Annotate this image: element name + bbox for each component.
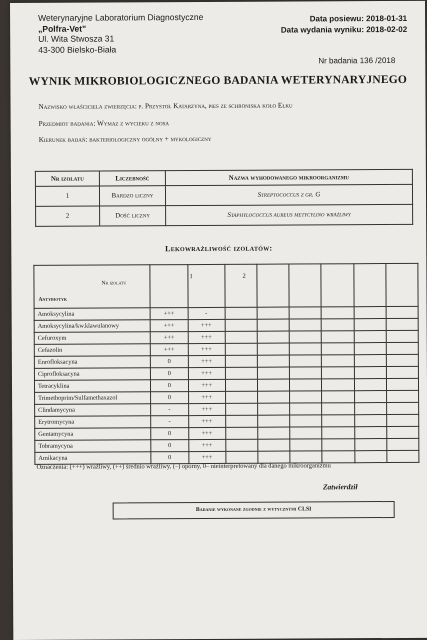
- empty-cell: [354, 343, 386, 355]
- empty-cell: [289, 331, 321, 343]
- empty-cell: [225, 307, 257, 319]
- empty-cell: [258, 379, 290, 391]
- isolate-count: Bardzo liczny: [99, 186, 165, 206]
- antibiotic-name: Amoksycylina/kw.klawulanowy: [34, 320, 150, 333]
- isolate-1-result: 0: [151, 368, 188, 380]
- empty-cell: [354, 331, 386, 343]
- isolate-2-result: -: [188, 307, 225, 319]
- antibiogram-table: [33, 263, 419, 465]
- result-document: [10, 1, 427, 640]
- empty-cell: [387, 426, 419, 438]
- empty-cell: [257, 319, 289, 331]
- empty-cell: [354, 427, 386, 439]
- empty-cell: [258, 391, 290, 403]
- antibiotic-name: Tobramycyna: [35, 440, 151, 453]
- empty-cell: [257, 355, 289, 367]
- date-received: Data posiewu: 2018-01-31: [309, 13, 408, 24]
- isolate-1-result: +++: [150, 320, 187, 332]
- empty-cell: [322, 343, 354, 355]
- isolates-table: [35, 169, 413, 227]
- isolate-1-header: 1: [189, 273, 193, 281]
- isolate-organism: Staphylococcus aureus metycylino wrażliwy: [166, 204, 413, 225]
- empty-cell: [322, 367, 354, 379]
- isolate-2-result: +++: [188, 355, 225, 367]
- test-number: Nr badania 136 /2018: [318, 55, 396, 66]
- isolate-1-result: 0: [151, 452, 188, 464]
- empty-cell: [387, 450, 419, 462]
- isolate-1-result: +++: [150, 344, 187, 356]
- dates-block: [281, 13, 407, 36]
- table-row: [35, 184, 412, 206]
- antibiogram-body: [34, 306, 419, 464]
- empty-cell: [225, 403, 257, 415]
- empty-cell: [257, 307, 289, 319]
- isolate-count: Dość liczny: [100, 206, 166, 226]
- isolate-2-result: +++: [188, 439, 225, 451]
- antibiotic-label: Antybiotyk: [38, 296, 67, 303]
- isolate-2-result: +++: [188, 379, 225, 391]
- isolate-2-result: +++: [188, 415, 225, 427]
- isolate-1-result: 0: [151, 428, 188, 440]
- empty-cell: [290, 379, 322, 391]
- empty-cell: [322, 379, 354, 391]
- isolate-2-result: +++: [188, 319, 225, 331]
- empty-cell: [354, 307, 386, 319]
- empty-cell: [258, 403, 290, 415]
- empty-cell: [322, 319, 354, 331]
- approved-label: Zatwierdził: [322, 482, 358, 492]
- empty-cell: [386, 414, 418, 426]
- empty-cell: [226, 439, 258, 451]
- empty-cell: [322, 451, 354, 463]
- empty-cell: [226, 427, 258, 439]
- empty-cell: [225, 343, 257, 355]
- antibiotic-name: Cefuroxym: [34, 332, 150, 345]
- empty-cell: [290, 391, 322, 403]
- empty-cell: [290, 427, 322, 439]
- empty-cell: [322, 331, 354, 343]
- isolate-1-result: 0: [151, 440, 188, 452]
- nr-izolatu-label: Nr izolatu: [101, 280, 127, 287]
- empty-cell: [386, 390, 418, 402]
- antibiogram-header-row: [34, 263, 418, 308]
- empty-cell: [322, 439, 354, 451]
- legend: Oznaczenia: (+++) wrażliwy, (++) średnio wrażliwy, (–) oporny, 0– nieinterpretowany dla danego mikroorganizmu: [36, 462, 331, 471]
- empty-cell: [225, 331, 257, 343]
- empty-cell: [322, 307, 354, 319]
- empty-cell: [257, 343, 289, 355]
- isolate-1-result: 0: [151, 356, 188, 368]
- lab-header: [38, 12, 203, 55]
- col-nr-izolatu: Nr izolatu: [35, 171, 99, 186]
- antibiotic-name: Tetracyklina: [34, 380, 150, 393]
- empty-cell: [289, 319, 321, 331]
- empty-cell: [386, 354, 418, 366]
- empty-cell: [354, 451, 386, 463]
- empty-cell: [386, 306, 418, 318]
- clsi-note: Badanie wykonane zgodnie z wytycznymi CLSI: [113, 501, 395, 519]
- isolate-2-result: +++: [188, 391, 225, 403]
- isolate-1-result: -: [151, 404, 188, 416]
- empty-cell: [225, 355, 257, 367]
- empty-cell: [290, 355, 322, 367]
- empty-cell: [354, 403, 386, 415]
- antibiotic-name: Amikacyna: [35, 452, 151, 465]
- document-title: WYNIK MIKROBIOLOGICZNEGO BADANIA WETERYNARYJNEGO: [28, 73, 408, 88]
- empty-cell: [257, 367, 289, 379]
- empty-cell: [354, 415, 386, 427]
- empty-cell: [225, 367, 257, 379]
- empty-cell: [322, 415, 354, 427]
- empty-cell: [386, 330, 418, 342]
- direction-line: Kierunek badań: bakteriologiczny ogólny + mykologiczny: [38, 134, 212, 144]
- antibiotic-name: Clindamycyna: [35, 404, 151, 417]
- isolate-organism: Streptococcus z gr. G: [165, 184, 412, 205]
- subject-line: Przedmiot badania: Wymaz z wycieku z nosa: [38, 119, 170, 128]
- empty-cell: [290, 367, 322, 379]
- isolate-nr: 2: [36, 206, 100, 226]
- isolate-2-result: +++: [188, 451, 225, 463]
- empty-cell: [354, 355, 386, 367]
- empty-cell: [322, 403, 354, 415]
- isolate-2-result: +++: [188, 403, 225, 415]
- isolate-nr: 1: [35, 186, 99, 206]
- isolate-1-result: 0: [151, 392, 188, 404]
- susceptibility-title: Lekowrażliwość izolatów:: [165, 243, 273, 254]
- owner-line: Nazwisko właściciela zwierzęcia: p. Przystoł Katarzyna, pies ze schroniska koło Ełku: [38, 101, 293, 111]
- empty-cell: [290, 451, 322, 463]
- table-row: [36, 204, 413, 226]
- isolate-2-result: +++: [188, 343, 225, 355]
- empty-cell: [322, 355, 354, 367]
- isolate-2-header: 2: [242, 272, 246, 280]
- empty-cell: [354, 391, 386, 403]
- empty-cell: [354, 319, 386, 331]
- col-organism: Nazwa wyhodowanego mikroorganizmu: [165, 169, 412, 185]
- empty-cell: [387, 438, 419, 450]
- isolate-1-result: 0: [151, 380, 188, 392]
- empty-cell: [386, 402, 418, 414]
- antibiotic-name: Amoksycylina: [34, 308, 150, 321]
- isolate-1-result: +++: [150, 332, 187, 344]
- empty-cell: [257, 331, 289, 343]
- empty-cell: [226, 415, 258, 427]
- antibiotic-name: Erytromycyna: [35, 416, 151, 429]
- isolate-1-result: +++: [150, 308, 187, 320]
- empty-cell: [258, 451, 290, 463]
- empty-cell: [354, 367, 386, 379]
- empty-cell: [290, 403, 322, 415]
- empty-cell: [289, 307, 321, 319]
- lab-city: 43-300 Bielsko-Biała: [38, 43, 117, 55]
- antibiotic-name: Enrofloksacyna: [34, 356, 150, 369]
- empty-cell: [225, 391, 257, 403]
- empty-cell: [386, 318, 418, 330]
- antibiotic-name: Ciprofloksacyna: [34, 368, 150, 381]
- empty-cell: [258, 427, 290, 439]
- empty-cell: [322, 427, 354, 439]
- isolate-2-result: +++: [188, 331, 225, 343]
- empty-cell: [386, 378, 418, 390]
- empty-cell: [354, 379, 386, 391]
- empty-cell: [386, 342, 418, 354]
- empty-cell: [322, 391, 354, 403]
- empty-cell: [258, 415, 290, 427]
- antibiotic-name: Gentamycyna: [35, 428, 151, 441]
- lab-name: Weterynaryjne Laboratorium Diagnostyczne: [38, 11, 204, 23]
- empty-cell: [290, 415, 322, 427]
- empty-cell: [354, 439, 386, 451]
- antibiotic-name: Trimethoprim/Sulfamethaxazol: [35, 392, 151, 405]
- lab-address: Ul. Wita Stwosza 31: [38, 33, 115, 44]
- empty-cell: [290, 439, 322, 451]
- antibiotic-name: Cefazolin: [34, 344, 150, 357]
- date-issued: Data wydania wyniku: 2018-02-02: [280, 24, 408, 35]
- isolate-2-result: +++: [188, 427, 225, 439]
- empty-cell: [290, 343, 322, 355]
- empty-cell: [225, 379, 257, 391]
- lab-brand: „Polfra-Vet": [38, 23, 87, 34]
- col-liczebnosc: Liczebność: [99, 171, 165, 186]
- empty-cell: [386, 366, 418, 378]
- empty-cell: [258, 439, 290, 451]
- empty-cell: [225, 319, 257, 331]
- isolate-2-result: +++: [188, 367, 225, 379]
- isolate-1-result: -: [151, 416, 188, 428]
- empty-cell: [226, 451, 258, 463]
